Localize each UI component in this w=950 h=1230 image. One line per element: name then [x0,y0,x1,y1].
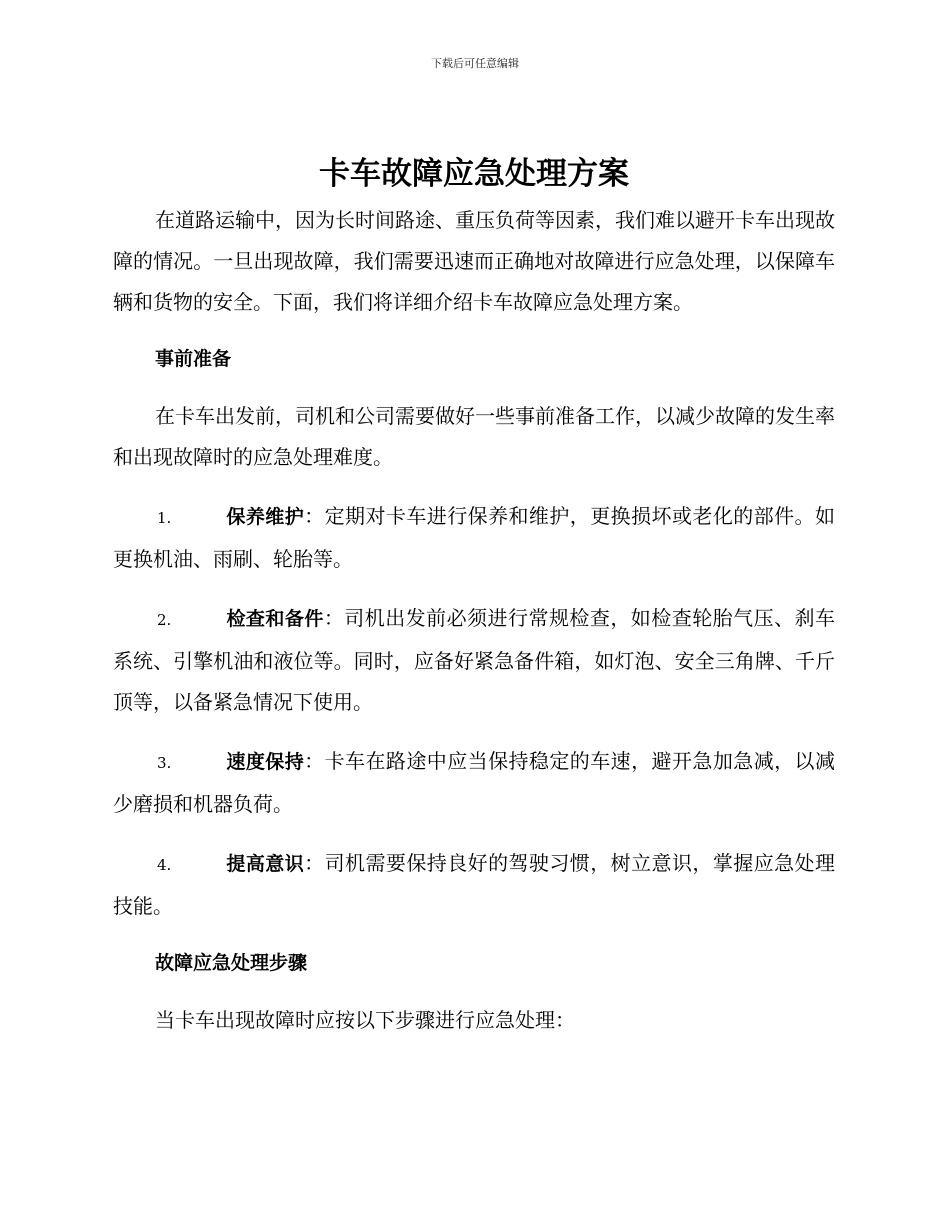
list-item-text: ：司机需要保持良好的驾驶习惯，树立意识，掌握应急处理技能。 [113,851,835,918]
document-body [113,148,835,1041]
list-item-text: ：司机出发前必须进行常规检查，如检查轮胎气压、刹车系统、引擎机油和液位等。同时，应备好紧急备件箱，如灯泡、安全三角牌、千斤顶等，以备紧急情况下使用。 [113,606,835,714]
section-heading-steps: 故障应急处理步骤 [155,952,308,974]
list-item-number: 4. [157,856,172,874]
list-item [113,598,835,723]
document-title: 卡车故障应急处理方案 [319,156,629,192]
list-item-title: 检查和备件 [226,608,324,630]
list-item-title: 速度保持 [226,751,305,773]
list-item-text: ：卡车在路途中应当保持稳定的车速，避开急加急减，以减少磨损和机器负荷。 [113,749,835,816]
list-item-title: 提高意识 [226,853,305,875]
preparation-paragraph: 在卡车出发前，司机和公司需要做好一些事前准备工作，以减少故障的发生率和出现故障时的应急处理难度。 [113,404,835,469]
list-item [113,741,835,825]
header-note: 下载后可任意编辑 [431,57,519,70]
list-item-number: 1. [157,509,172,527]
list-item [113,496,835,580]
section-heading-preparation: 事前准备 [155,348,232,370]
list-item-number: 2. [157,611,172,629]
list-item-title: 保养维护 [226,506,305,528]
list-item [113,843,835,927]
list-item-text: ：定期对卡车进行保养和维护，更换损坏或老化的部件。如更换机油、雨刷、轮胎等。 [113,504,835,571]
intro-paragraph: 在道路运输中，因为长时间路途、重压负荷等因素，我们难以避开卡车出现故障的情况。一旦出现故障，我们需要迅速而正确地对故障进行应急处理，以保障车辆和货物的安全。下面，我们将详细介绍卡车故障应急处理方案。 [113,208,835,314]
steps-paragraph: 当卡车出现故障时应按以下步骤进行应急处理： [155,1008,575,1032]
list-item-number: 3. [157,754,172,772]
